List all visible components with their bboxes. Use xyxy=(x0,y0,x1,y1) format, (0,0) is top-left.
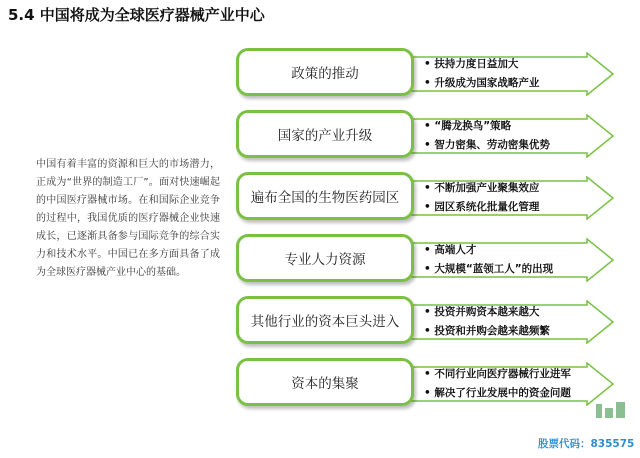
factor-bullets xyxy=(424,55,539,93)
logo-icon xyxy=(594,400,628,422)
factor-box: 政策的推动 xyxy=(236,48,414,96)
stock-code: 股票代码：835575 xyxy=(538,438,635,450)
factor-box: 专业人力资源 xyxy=(236,234,414,282)
factor-row-capital-entry xyxy=(0,296,640,348)
company-logo xyxy=(594,400,628,422)
factor-box: 资本的集聚 xyxy=(236,358,414,406)
bullet-item: • 智力密集、劳动密集优势 xyxy=(424,136,550,155)
factor-bullets xyxy=(424,365,571,403)
bullet-item: • 投资并购资本越来越大 xyxy=(424,303,550,322)
bullet-item: • “腾龙换鸟”策略 xyxy=(424,117,550,136)
page-title: 5.4 中国将成为全球医疗器械产业中心 xyxy=(8,6,265,24)
bullet-item: • 不同行业向医疗器械行业进军 xyxy=(424,365,571,384)
factor-box: 其他行业的资本巨头进入 xyxy=(236,296,414,344)
bullet-item: • 园区系统化批量化管理 xyxy=(424,198,539,217)
factor-box: 遍布全国的生物医药园区 xyxy=(236,172,414,220)
factor-bullets xyxy=(424,241,553,279)
bullet-item: • 投资和并购会越来越频繁 xyxy=(424,322,550,341)
factor-bullets xyxy=(424,117,550,155)
factor-row-capital-gathering xyxy=(0,358,640,410)
bullet-item: • 解决了行业发展中的资金问题 xyxy=(424,384,571,403)
factor-row-upgrade xyxy=(0,110,640,162)
factor-bullets xyxy=(424,303,550,341)
intro-paragraph: 中国有着丰富的资源和巨大的市场潜力，正成为“世界的制造工厂”。面对快速崛起的中国医疗器械市场。在和国际企业竞争的过程中，我国优质的医疗器械企业快速成长，已逐渐具备参与国际竞争的综合实力和技术水平。中国已在多方面具备了成为全球医疗器械产业中心的基础。 xyxy=(36,159,220,278)
factor-row-parks xyxy=(0,172,640,224)
factor-row-policy xyxy=(0,48,640,100)
factor-row-talent xyxy=(0,234,640,286)
bullet-item: • 不断加强产业聚集效应 xyxy=(424,179,539,198)
bullet-item: • 升级成为国家战略产业 xyxy=(424,74,539,93)
bullet-item: • 扶持力度日益加大 xyxy=(424,55,539,74)
factor-bullets xyxy=(424,179,539,217)
bullet-item: • 高端人才 xyxy=(424,241,553,260)
bullet-item: • 大规模“蓝领工人”的出现 xyxy=(424,260,553,279)
factor-box: 国家的产业升级 xyxy=(236,110,414,158)
